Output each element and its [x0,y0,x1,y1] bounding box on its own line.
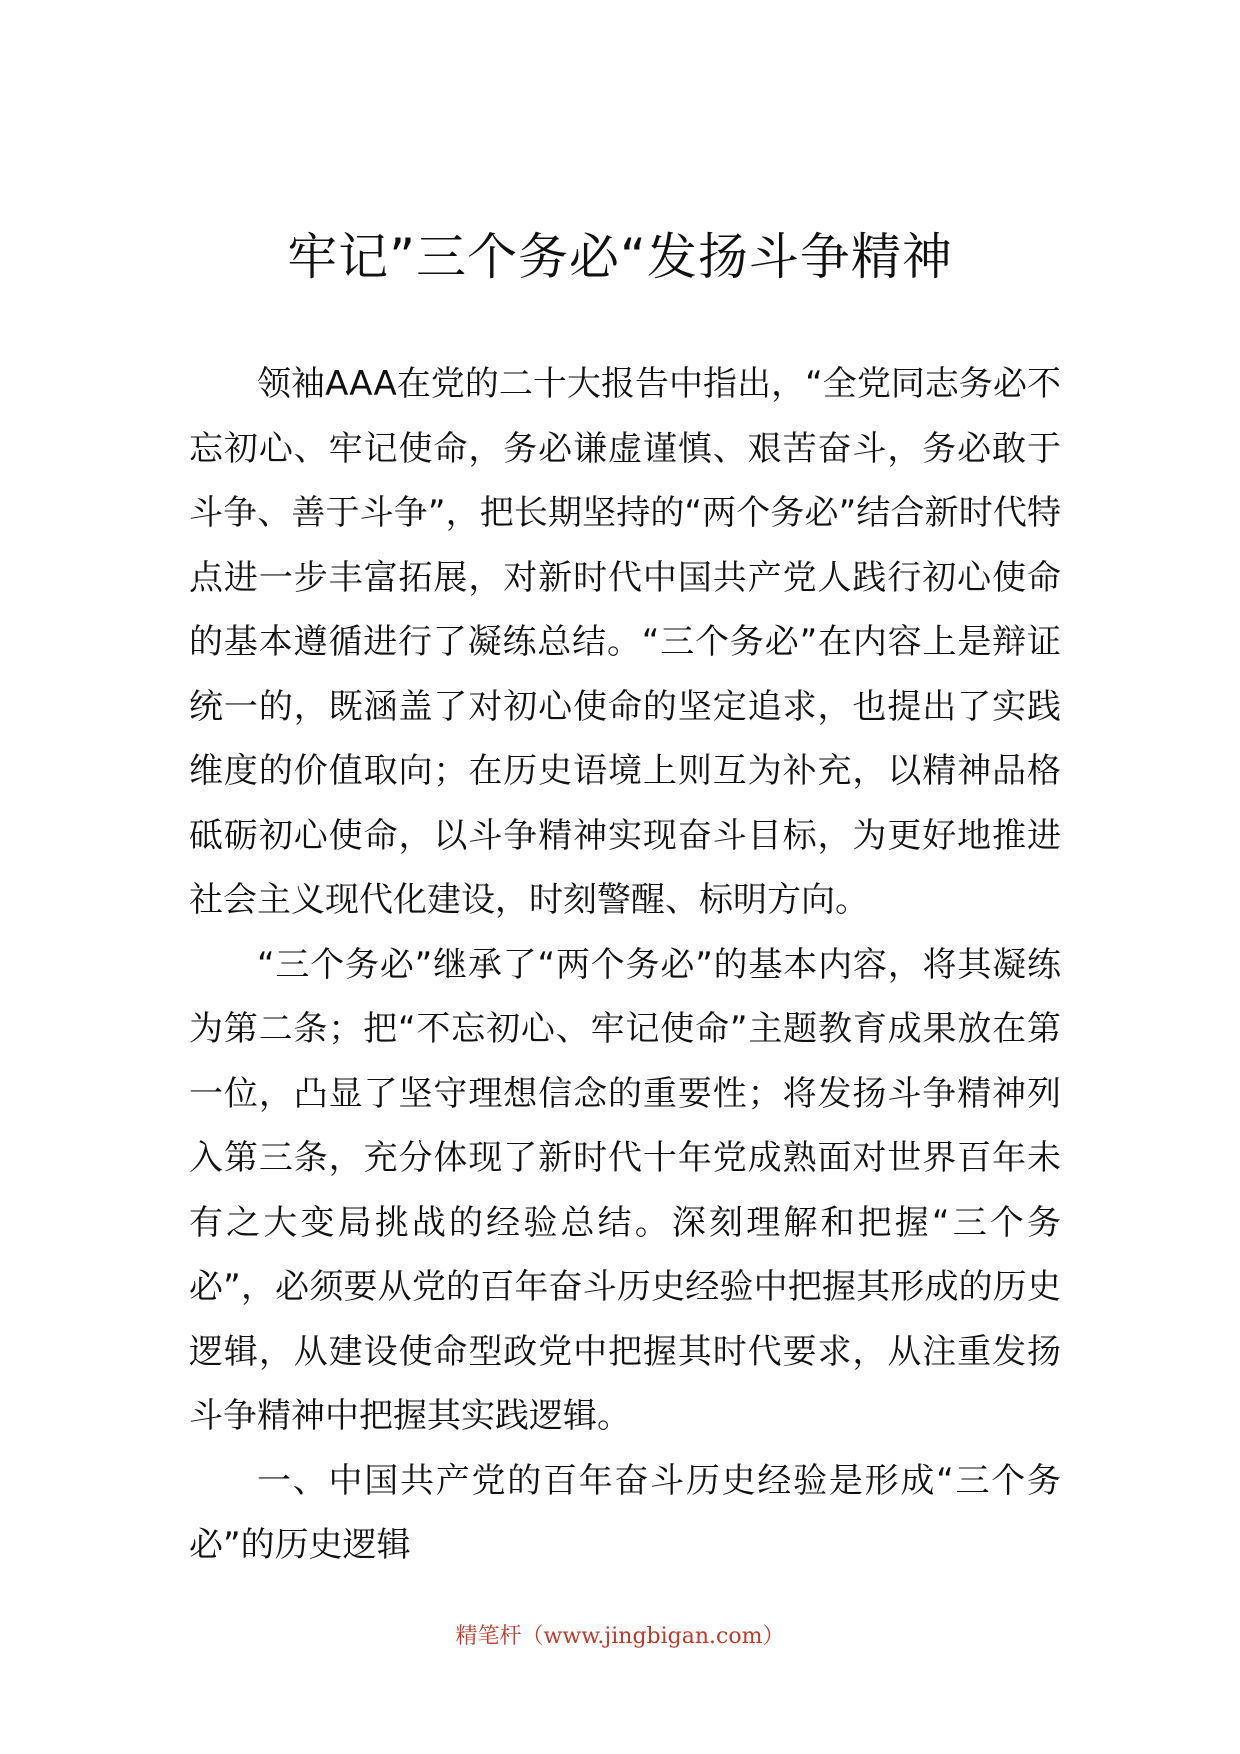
paragraph-three-musts: “三个务必”继承了“两个务必”的基本内容，将其凝练为第二条；把“不忘初心、牢记使命”主题教育成果放在第一位，凸显了坚守理想信念的重要性；将发扬斗争精神列入第三条，充分体现了新时代十年党成熟面对世界百年未有之大变局挑战的经验总结。深刻理解和把握“三个务必”，必须要从党的百年奋斗历史经验中把握其形成的历史逻辑，从建设使命型政党中把握其时代要求，从注重发扬斗争精神中把握其实践逻辑。 [189,944,1061,1436]
document-body [189,352,1061,1578]
footer-watermark: 精笔杆（www.jingbigan.com） [455,1624,785,1649]
section-heading-1: 一、中国共产党的百年奋斗历史经验是形成“三个务必”的历史逻辑 [189,1460,1061,1565]
paragraph-intro: 领袖AAA在党的二十大报告中指出，“全党同志务必不忘初心、牢记使命，务必谦虚谨慎、艰苦奋斗，务必敢于斗争、善于斗争”，把长期坚持的“两个务必”结合新时代特点进一步丰富拓展，对新时代中国共产党人践行初心使命的基本遵循进行了凝练总结。“三个务必”在内容上是辩证统一的，既涵盖了对初心使命的坚定追求，也提出了实践维度的价值取向；在历史语境上则互为补充，以精神品格砥砺初心使命，以斗争精神实现奋斗目标，为更好地推进社会主义现代化建设，时刻警醒、标明方向。 [189,364,1061,920]
document-title: 牢记”三个务必“发扬斗争精神 [287,228,953,286]
